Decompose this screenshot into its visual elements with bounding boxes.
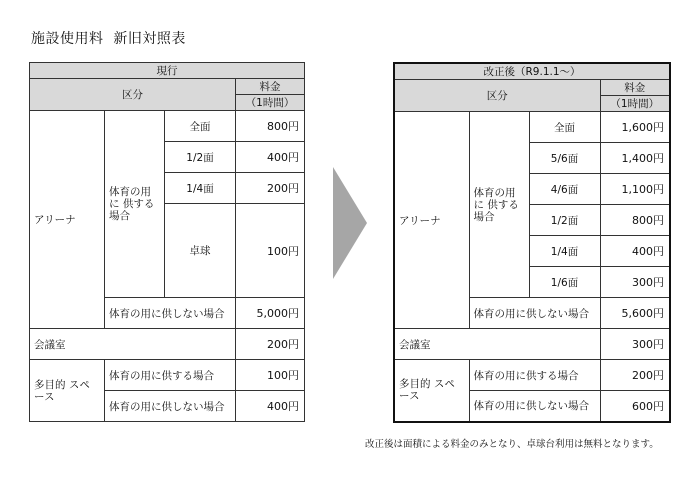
fee-value: 1,400円 — [600, 143, 670, 174]
fee-value: 100円 — [236, 360, 305, 391]
area-label: 1/6面 — [529, 267, 600, 298]
fee-value: 600円 — [600, 391, 670, 422]
fee-value: 300円 — [600, 267, 670, 298]
multipurpose-use-label: 体育の用に供する場合 — [469, 360, 600, 391]
fee-value: 800円 — [600, 205, 670, 236]
fee-value: 400円 — [236, 142, 305, 173]
multipurpose-label: 多目的 スペース — [394, 360, 469, 422]
area-label: 全面 — [529, 112, 600, 143]
footnote: 改正後は面積による料金のみとなり、卓球台利用は無料となります。 — [365, 439, 659, 450]
multipurpose-label: 多目的 スペース — [30, 360, 105, 422]
area-label: 1/4面 — [165, 173, 236, 204]
fee-value: 100円 — [236, 204, 305, 298]
fee-value: 400円 — [600, 236, 670, 267]
sports-use-label: 体育の用に 供する場合 — [469, 112, 529, 298]
fee-value: 5,000円 — [236, 298, 305, 329]
multipurpose-use-label: 体育の用に供しない場合 — [469, 391, 600, 422]
fee-value: 300円 — [600, 329, 670, 360]
meeting-room-label: 会議室 — [30, 329, 236, 360]
kubun-header: 区分 — [30, 79, 236, 111]
unit-header: （1時間） — [600, 96, 670, 112]
multipurpose-use-label: 体育の用に供しない場合 — [105, 391, 236, 422]
arrow-right-icon — [333, 167, 367, 279]
area-label: 5/6面 — [529, 143, 600, 174]
fee-value: 200円 — [600, 360, 670, 391]
non-sports-label: 体育の用に供しない場合 — [469, 298, 600, 329]
area-label: 4/6面 — [529, 174, 600, 205]
kubun-header: 区分 — [394, 80, 600, 112]
current-fee-table — [29, 62, 305, 422]
arena-label: アリーナ — [394, 112, 469, 329]
area-label: 全面 — [165, 111, 236, 142]
page-title: 施設使用料 新旧対照表 — [31, 31, 186, 47]
fee-value: 5,600円 — [600, 298, 670, 329]
fee-value: 800円 — [236, 111, 305, 142]
area-label: 1/2面 — [529, 205, 600, 236]
fee-value: 200円 — [236, 173, 305, 204]
fee-value: 400円 — [236, 391, 305, 422]
fee-value: 200円 — [236, 329, 305, 360]
fee-header: 料金 — [600, 80, 670, 96]
meeting-room-label: 会議室 — [394, 329, 600, 360]
revised-heading: 改正後（R9.1.1～） — [394, 63, 670, 80]
multipurpose-use-label: 体育の用に供する場合 — [105, 360, 236, 391]
revised-fee-table — [393, 62, 671, 423]
sports-use-label: 体育の用に 供する場合 — [105, 111, 165, 298]
area-label: 1/2面 — [165, 142, 236, 173]
current-heading: 現行 — [30, 63, 305, 79]
fee-header: 料金 — [236, 79, 305, 95]
area-label: 1/4面 — [529, 236, 600, 267]
table-tennis-label: 卓球 — [165, 204, 236, 298]
arena-label: アリーナ — [30, 111, 105, 329]
non-sports-label: 体育の用に供しない場合 — [105, 298, 236, 329]
unit-header: （1時間） — [236, 95, 305, 111]
fee-value: 1,100円 — [600, 174, 670, 205]
fee-value: 1,600円 — [600, 112, 670, 143]
